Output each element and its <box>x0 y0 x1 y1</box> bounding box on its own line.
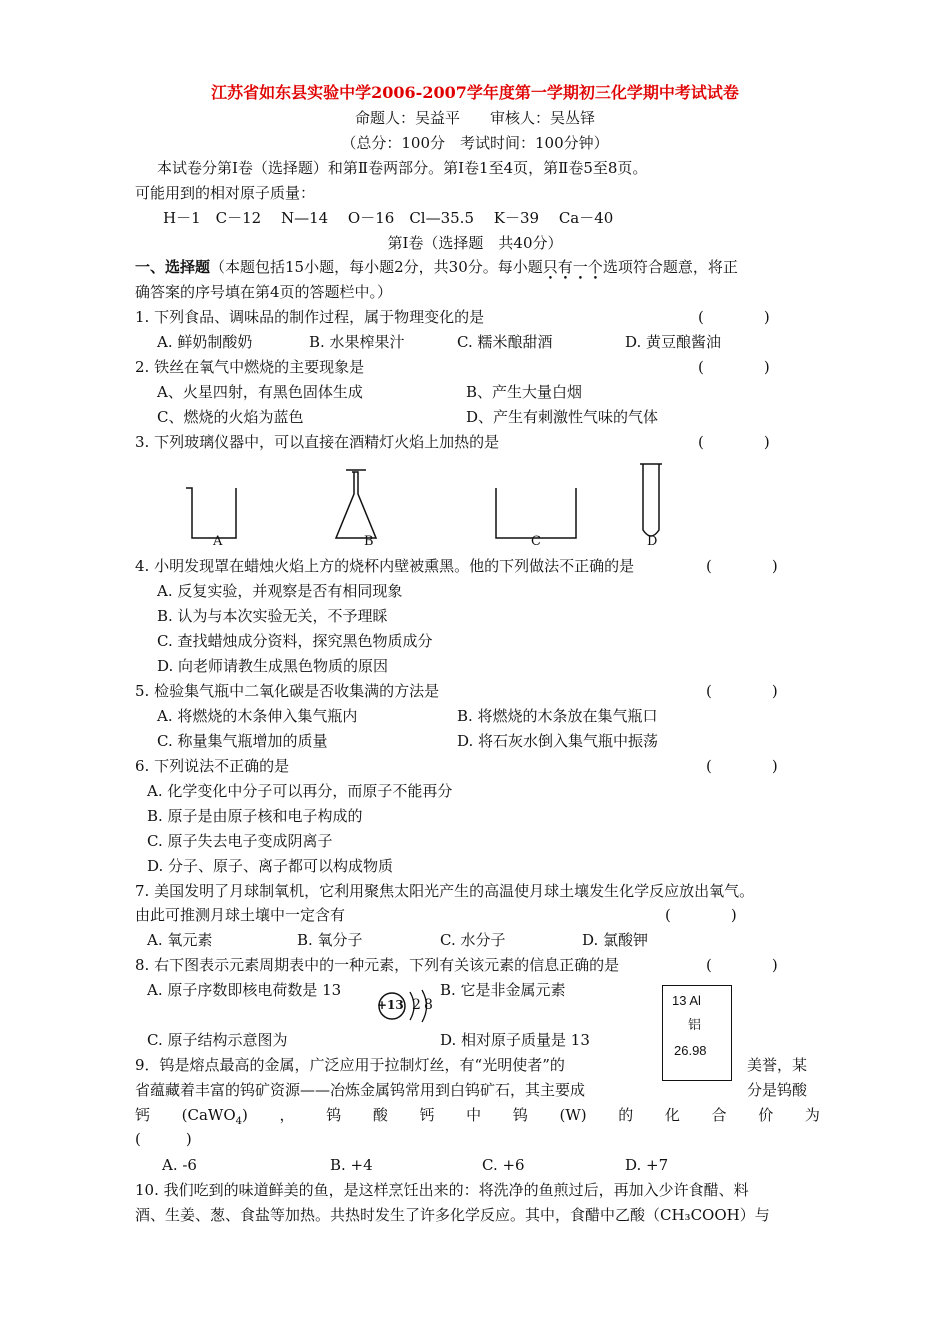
q9-line1-end: 美誉，某 <box>747 1056 808 1074</box>
q8-option-d: D. 相对原子质量是 13 <box>440 1031 590 1049</box>
part1-title: 第Ⅰ卷（选择题 共40分） <box>387 234 563 252</box>
q2-option-a: A、火星四射，有黑色固体生成 <box>157 383 363 401</box>
q9-word: (W) <box>559 1106 587 1124</box>
q1-option-b: B. 水果榨果汁 <box>309 333 405 351</box>
q7-option-d: D. 氯酸钾 <box>582 931 649 949</box>
q4-option-a: A. 反复实验，并观察是否有相同现象 <box>157 582 403 600</box>
q9-word: ， <box>279 1106 295 1124</box>
q6-option-c: C. 原子失去电子变成阴离子 <box>147 832 333 850</box>
q3-label-a: A <box>213 534 223 549</box>
q1-option-a: A. 鲜奶制酸奶 <box>157 333 253 351</box>
section1-desc-emph: 只有一个 <box>542 258 603 276</box>
section1-instructions <box>135 257 738 277</box>
q9-word: 为 <box>804 1106 820 1124</box>
atom-structure-diagram <box>372 984 442 1028</box>
beaker-icon <box>186 488 236 538</box>
q9-word: 钙 <box>419 1106 435 1124</box>
q2-option-d: D、产生有刺激性气味的气体 <box>466 408 659 426</box>
q5-option-d: D. 将石灰水倒入集气瓶中振荡 <box>457 732 659 750</box>
conical-flask-icon <box>336 470 376 538</box>
q3-stem: 3. 下列玻璃仪器中，可以直接在酒精灯火焰上加热的是 <box>135 433 500 451</box>
section1-desc-b: 选项符合题意，将正 <box>602 258 738 276</box>
q9-answer-blank: ( ) <box>135 1130 192 1148</box>
q2-option-b: B、产生大量白烟 <box>466 383 583 401</box>
q4-stem: 4. 小明发现罩在蜡烛火焰上方的烧杯内壁被熏黑。他的下列做法不正确的是 <box>135 557 635 575</box>
q7-option-c: C. 水分子 <box>440 931 506 949</box>
q9-word: 酸 <box>372 1106 388 1124</box>
q10-line2: 酒、生姜、葱、食盐等加热。共热时发生了许多化学反应。其中，食醋中乙酸（CH₃COOH）与 <box>135 1206 770 1224</box>
q7-stem-line2: 由此可推测月球土壤中一定含有 <box>135 906 346 924</box>
nucleus-charge: +13 <box>377 998 404 1012</box>
q9-option-b: B. +4 <box>330 1156 373 1174</box>
element-card <box>662 985 732 1081</box>
atomic-mass-values: H－1 C－12 N—14 O－16 Cl—35.5 K－39 Ca－40 <box>163 209 614 227</box>
q8-stem: 8. 右下图表示元素周期表中的一种元素，下列有关该元素的信息正确的是 <box>135 956 620 974</box>
element-number-symbol: 13 Al <box>672 993 701 1008</box>
q9-word: 中 <box>466 1106 482 1124</box>
q5-stem: 5. 检验集气瓶中二氧化碳是否收集满的方法是 <box>135 682 440 700</box>
exam-title: 江苏省如东县实验中学2006-2007学年度第一学期初三化学期中考试试卷 <box>211 83 739 102</box>
q9-option-a: A. -6 <box>162 1156 197 1174</box>
q7-option-a: A. 氧元素 <box>147 931 213 949</box>
q3-answer-blank: ( ) <box>698 433 770 451</box>
q9-option-d: D. +7 <box>625 1156 669 1174</box>
q8-option-c: C. 原子结构示意图为 <box>147 1031 288 1049</box>
glassware-figure <box>180 458 680 550</box>
q4-option-b: B. 认为与本次实验无关，不予理睬 <box>157 607 388 625</box>
q9-line3 <box>135 1105 820 1132</box>
q3-label-b: B <box>364 534 374 549</box>
q9-option-c: C. +6 <box>482 1156 525 1174</box>
q2-option-c: C、燃烧的火焰为蓝色 <box>157 408 304 426</box>
q1-option-c: C. 糯米酿甜酒 <box>457 333 553 351</box>
q4-option-d: D. 向老师请教生成黑色物质的原因 <box>157 657 389 675</box>
intro-line: 本试卷分第Ⅰ卷（选择题）和第Ⅱ卷两部分。第Ⅰ卷1至4页，第Ⅱ卷5至8页。 <box>157 159 648 177</box>
q1-answer-blank: ( ) <box>698 308 770 326</box>
q7-option-b: B. 氧分子 <box>297 931 363 949</box>
q3-label-c: C <box>531 534 541 549</box>
q9-line2: 省蕴藏着丰富的钨矿资源——冶炼金属钨常用到白钨矿石，其主要成 <box>135 1081 586 1099</box>
q9-word: 价 <box>758 1106 774 1124</box>
q6-stem: 6. 下列说法不正确的是 <box>135 757 290 775</box>
q6-option-b: B. 原子是由原子核和电子构成的 <box>147 807 363 825</box>
q3-label-d: D <box>647 534 658 549</box>
q5-option-b: B. 将燃烧的木条放在集气瓶口 <box>457 707 658 725</box>
section1-desc-line2: 确答案的序号填在第4页的答题栏中。） <box>135 283 393 301</box>
q9-word: 化 <box>664 1106 680 1124</box>
section1-desc-a: （本题包括15小题，每小题2分，共30分。每小题 <box>210 258 543 276</box>
q9-word: 钨 <box>512 1106 528 1124</box>
test-tube-icon <box>640 464 662 536</box>
q6-answer-blank: ( ) <box>706 757 778 775</box>
q4-answer-blank: ( ) <box>706 557 778 575</box>
q6-option-d: D. 分子、原子、离子都可以构成物质 <box>147 857 394 875</box>
q10-line1: 10. 我们吃到的味道鲜美的鱼，是这样烹饪出来的：将洗净的鱼煎过后，再加入少许食醋、料 <box>135 1181 749 1199</box>
trough-icon <box>496 488 576 538</box>
q6-option-a: A. 化学变化中分子可以再分，而原子不能再分 <box>147 782 453 800</box>
q2-answer-blank: ( ) <box>698 358 770 376</box>
element-name: 铝 <box>688 1018 702 1033</box>
q1-option-d: D. 黄豆酿酱油 <box>625 333 722 351</box>
q7-stem-line1: 7. 美国发明了月球制氧机，它利用聚焦太阳光产生的高温使月球土壤发生化学反应放出氧气。 <box>135 882 755 900</box>
q7-answer-blank: ( ) <box>665 906 737 924</box>
q9-formula: (CaWO$_4$) <box>181 1106 248 1127</box>
element-mass: 26.98 <box>674 1043 707 1058</box>
q8-option-a: A. 原子序数即核电荷数是 13 <box>147 981 342 999</box>
q8-answer-blank: ( ) <box>706 956 778 974</box>
q9-line1: 9．钨是熔点最高的金属，广泛应用于拉制灯丝，有“光明使者”的 <box>135 1056 565 1074</box>
shell2-electrons: 8 <box>424 997 433 1013</box>
q8-option-b: B. 它是非金属元素 <box>440 981 566 999</box>
q5-answer-blank: ( ) <box>706 682 778 700</box>
q5-option-c: C. 称量集气瓶增加的质量 <box>157 732 328 750</box>
atomic-mass-label: 可能用到的相对原子质量： <box>135 184 316 202</box>
q9-word: 钨 <box>326 1106 342 1124</box>
q9-line2-end: 分是钨酸 <box>747 1081 808 1099</box>
q9-word: 合 <box>711 1106 727 1124</box>
authors-line: 命题人：吴益平 审核人：吴丛铎 <box>354 109 595 127</box>
q9-word: 钙 <box>135 1106 151 1124</box>
shell1-electrons: 2 <box>412 997 421 1013</box>
q1-stem: 1. 下列食品、调味品的制作过程，属于物理变化的是 <box>135 308 485 326</box>
section1-heading: 一、选择题 <box>135 258 211 276</box>
q4-option-c: C. 查找蜡烛成分资料，探究黑色物质成分 <box>157 632 433 650</box>
q2-stem: 2. 铁丝在氧气中燃烧的主要现象是 <box>135 358 365 376</box>
q5-option-a: A. 将燃烧的木条伸入集气瓶内 <box>157 707 358 725</box>
score-time-line: （总分：100分 考试时间：100分钟） <box>341 134 609 152</box>
q9-word: 的 <box>618 1106 634 1124</box>
